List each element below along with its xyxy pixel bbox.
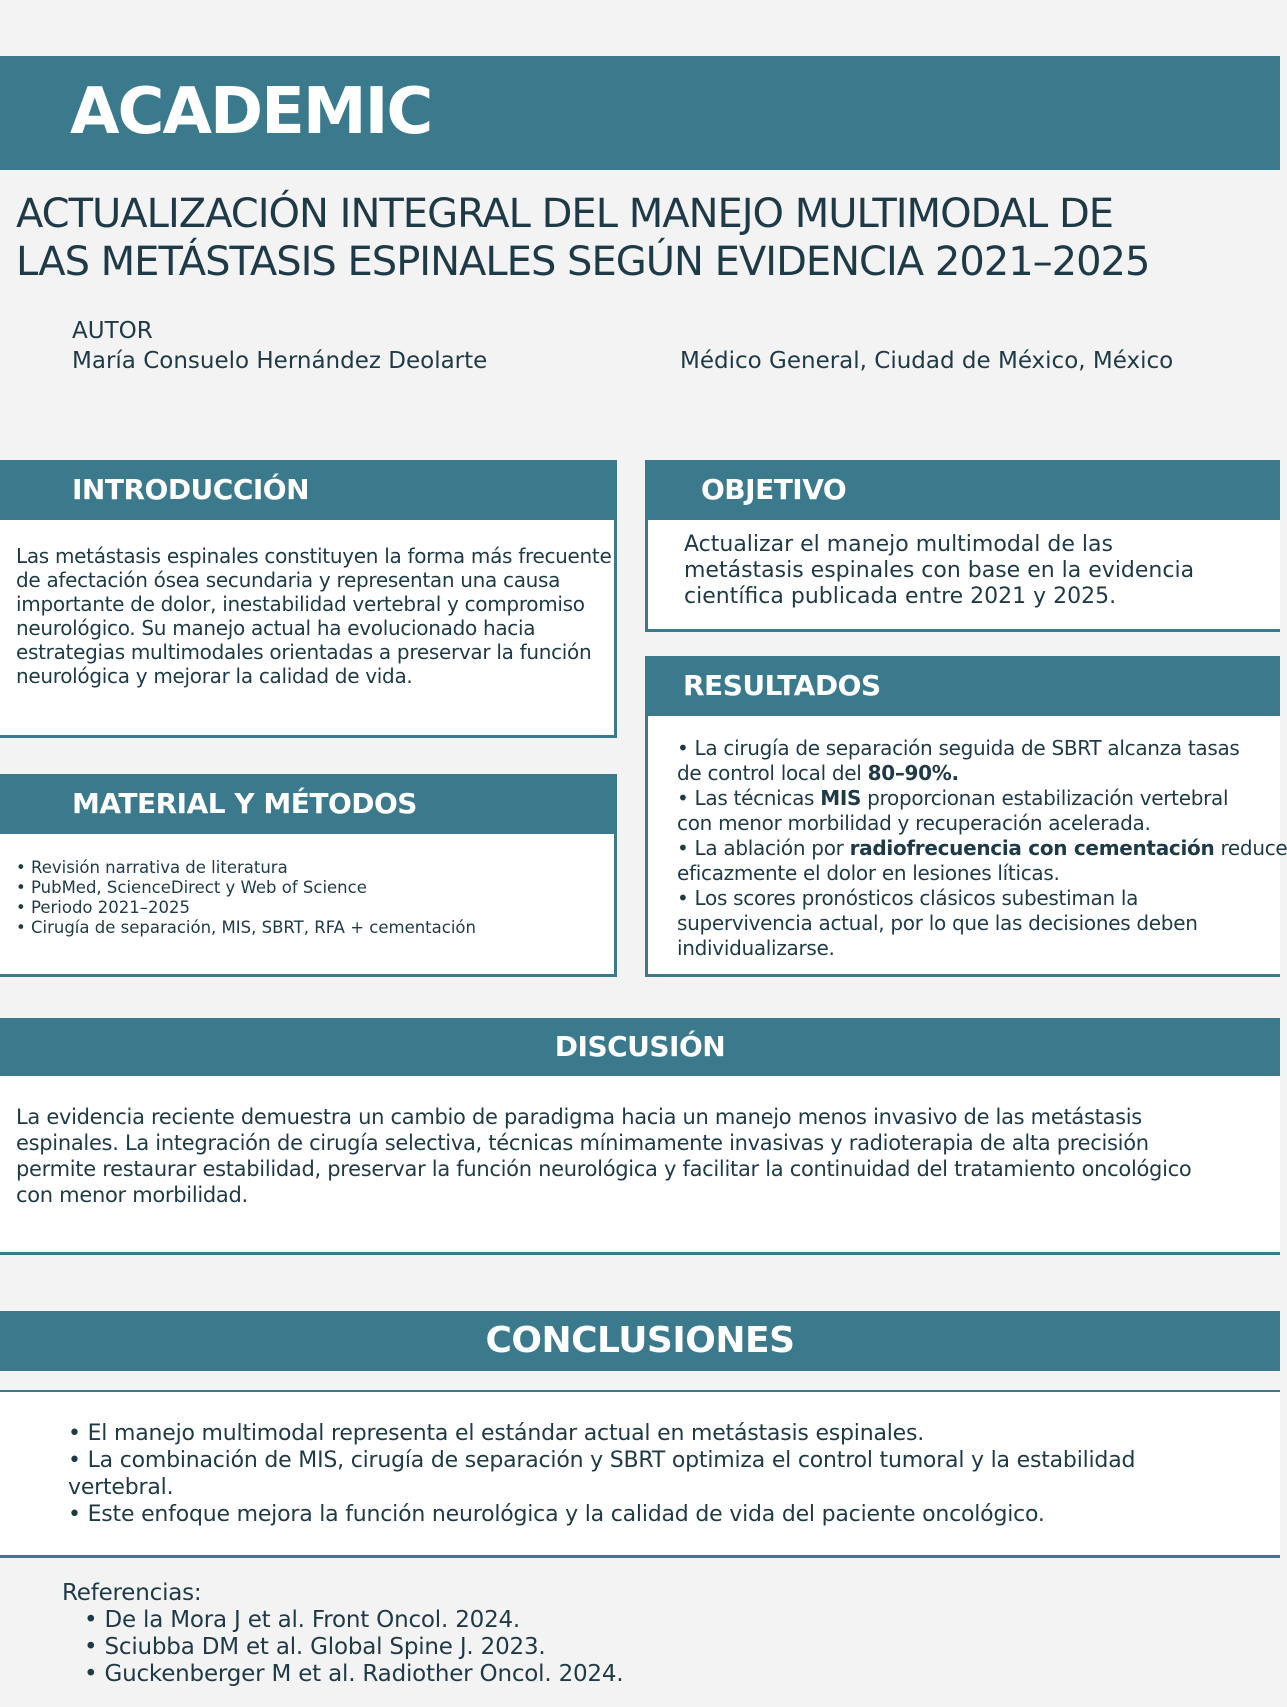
objetivo-body (684, 532, 1194, 610)
resultados-line: eficazmente el dolor en lesiones líticas. (677, 861, 1060, 885)
introduccion-heading: INTRODUCCIÓN (72, 473, 310, 506)
poster-title-line-1: ACTUALIZACIÓN INTEGRAL DEL MANEJO MULTIMODAL DE (16, 191, 1114, 237)
introduccion-line: Las metástasis espinales constituyen la forma más frecuente (16, 544, 612, 568)
resultados-text: proporcionan estabilización vertebral (861, 786, 1229, 810)
resultados-highlight: MIS (820, 786, 862, 810)
resultados-heading: RESULTADOS (683, 669, 881, 702)
resultados-line: • Los scores pronósticos clásicos subestiman la (677, 886, 1139, 910)
resultados-body (677, 736, 1287, 961)
discusion-line: espinales. La integración de cirugía selectiva, técnicas mínimamente invasivas y radioterapia de alta precisión (16, 1131, 1149, 1155)
conclusiones-heading: CONCLUSIONES (485, 1320, 795, 1361)
resultados-highlight: radiofrecuencia con cementación (849, 836, 1215, 860)
referencias (62, 1580, 623, 1688)
objetivo-line: metástasis espinales con base en la evidencia (684, 558, 1195, 583)
discusion-heading: DISCUSIÓN (554, 1030, 726, 1063)
discusion-header (0, 1018, 1280, 1076)
discusion-line: con menor morbilidad. (16, 1183, 248, 1207)
objetivo-header (645, 460, 1280, 520)
resultados-highlight: 80–90%. (867, 761, 959, 785)
conclusiones-header (0, 1311, 1280, 1371)
conclusiones-line: • La combinación de MIS, cirugía de separación y SBRT optimiza el control tumoral y la estabilidad (68, 1448, 1136, 1473)
poster-title-line-2: LAS METÁSTASIS ESPINALES SEGÚN EVIDENCIA 2021–2025 (16, 239, 1150, 285)
author-block (72, 316, 487, 376)
introduccion-line: estrategias multimodales orientadas a preservar la función (16, 640, 592, 664)
introduccion-line: importante de dolor, inestabilidad vertebral y compromiso (16, 592, 585, 616)
poster-title (16, 190, 1149, 286)
author-label: AUTOR (72, 318, 153, 344)
objetivo-line: científica publicada entre 2021 y 2025. (684, 584, 1117, 609)
reference-item: • Guckenberger M et al. Radiother Oncol. 2024. (84, 1661, 624, 1687)
conclusiones-line: vertebral. (68, 1475, 174, 1500)
reference-item: • De la Mora J et al. Front Oncol. 2024. (84, 1607, 521, 1633)
material-item: • PubMed, ScienceDirect y Web of Science (16, 878, 367, 897)
material-header (0, 774, 617, 834)
objetivo-line: Actualizar el manejo multimodal de las (684, 532, 1113, 557)
resultados-line: individualizarse. (677, 936, 835, 960)
author-affiliation: Médico General, Ciudad de México, México (680, 348, 1174, 374)
brand-title: ACADEMIC (70, 75, 432, 149)
resultados-line: • La cirugía de separación seguida de SBRT alcanza tasas (677, 736, 1240, 760)
author-name: María Consuelo Hernández Deolarte (72, 348, 488, 374)
introduccion-line: de afectación ósea secundaria y representan una causa (16, 568, 561, 592)
discusion-line: permite restaurar estabilidad, preservar la función neurológica y facilitar la continuidad del tratamiento oncológico (16, 1157, 1192, 1181)
resultados-header (645, 656, 1280, 716)
discusion-body (16, 1104, 1191, 1208)
material-item: • Revisión narrativa de literatura (16, 858, 288, 877)
introduccion-header (0, 460, 617, 520)
reference-item: • Sciubba DM et al. Global Spine J. 2023. (84, 1634, 546, 1660)
conclusiones-line: • Este enfoque mejora la función neurológica y la calidad de vida del paciente oncológico. (68, 1502, 1045, 1527)
header-band (0, 56, 1280, 170)
objetivo-heading: OBJETIVO (701, 473, 847, 506)
material-item: • Cirugía de separación, MIS, SBRT, RFA + cementación (16, 918, 476, 937)
discusion-line: La evidencia reciente demuestra un cambio de paradigma hacia un manejo menos invasivo de las metástasis (16, 1105, 1142, 1129)
resultados-line: con menor morbilidad y recuperación acelerada. (677, 811, 1151, 835)
introduccion-body (16, 544, 611, 688)
resultados-line (677, 836, 1287, 861)
resultados-text: • La ablación por (677, 836, 850, 860)
conclusiones-body (68, 1420, 1135, 1528)
material-heading: MATERIAL Y MÉTODOS (72, 787, 417, 820)
resultados-line (677, 786, 1287, 811)
resultados-line (677, 761, 1287, 786)
resultados-line: supervivencia actual, por lo que las decisiones deben (677, 911, 1198, 935)
referencias-label: Referencias: (62, 1580, 202, 1606)
resultados-text: • Las técnicas (677, 786, 821, 810)
conclusiones-line: • El manejo multimodal representa el estándar actual en metástasis espinales. (68, 1421, 925, 1446)
resultados-text: reduce (1214, 836, 1287, 860)
introduccion-line: neurológica y mejorar la calidad de vida. (16, 664, 413, 688)
material-item: • Periodo 2021–2025 (16, 898, 190, 917)
introduccion-line: neurológico. Su manejo actual ha evolucionado hacia (16, 616, 536, 640)
material-list (16, 858, 476, 938)
resultados-text: de control local del (677, 761, 868, 785)
